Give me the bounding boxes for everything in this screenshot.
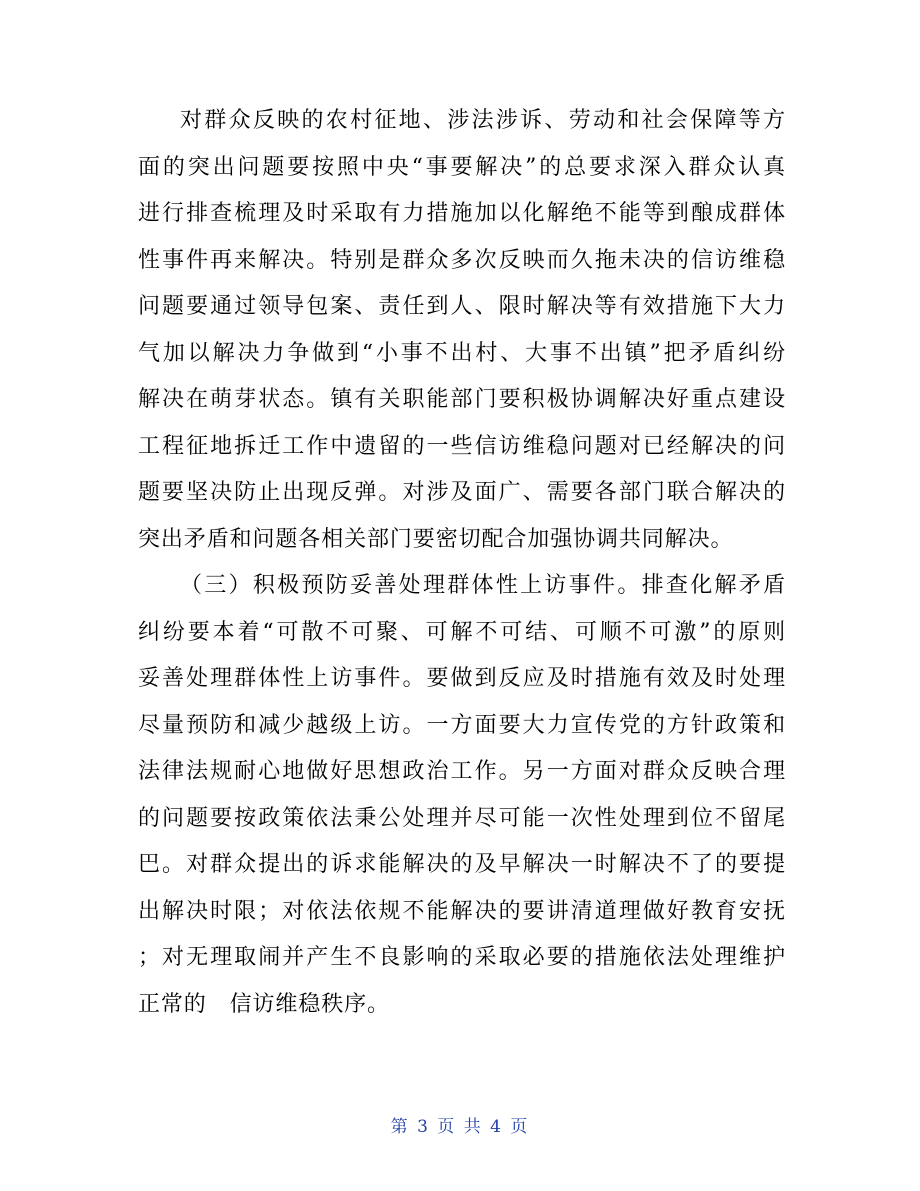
- paragraph-line: （三）积极预防妥善处理群体性上访事件。排查化解矛盾: [180, 573, 786, 598]
- paragraph-line: 进行排查梳理及时采取有力措施加以化解绝不能等到酿成群体: [138, 201, 786, 226]
- paragraph-line: 性事件再来解决。特别是群众多次反映而久拖未决的信访维稳: [138, 247, 786, 273]
- paragraph-line: 妥善处理群体性上访事件。要做到反应及时措施有效及时处理: [138, 666, 786, 691]
- paragraph-line: 题要坚决防止出现反弹。对涉及面广、需要各部门联合解决的: [138, 480, 786, 505]
- paragraph-line: 工程征地拆迁工作中遗留的一些信访维稳问题对已经解决的问: [138, 433, 786, 459]
- paragraph-line: 巴。对群众提出的诉求能解决的及早解决一时解决不了的要提: [138, 852, 786, 877]
- paragraph-line: 纠纷要本着“可散不可聚、可解不可结、可顺不可激”的原则: [138, 619, 786, 645]
- paragraph-line: 面的突出问题要按照中央“事要解决”的总要求深入群众认真: [138, 154, 786, 180]
- paragraph-line: 尽量预防和减少越级上访。一方面要大力宣传党的方针政策和: [138, 712, 786, 738]
- paragraph-1: [138, 98, 786, 563]
- document-body: [138, 98, 786, 1028]
- paragraph-line: 法律法规耐心地做好思想政治工作。另一方面对群众反映合理: [138, 759, 786, 784]
- paragraph-line: 问题要通过领导包案、责任到人、限时解决等有效措施下大力: [138, 294, 786, 319]
- paragraph-line: 的问题要按政策依法秉公处理并尽可能一次性处理到位不留尾: [138, 805, 786, 831]
- page-number-footer: 第 3 页 共 4 页: [390, 1117, 530, 1137]
- paragraph-line: 正常的 信访维稳秩序。: [138, 991, 390, 1017]
- paragraph-2: [138, 563, 786, 1028]
- paragraph-line: 对群众反映的农村征地、涉法涉诉、劳动和社会保障等方: [180, 108, 786, 133]
- paragraph-line: 解决在萌芽状态。镇有关职能部门要积极协调解决好重点建设: [138, 387, 786, 412]
- paragraph-line: ；对无理取闹并产生不良影响的采取必要的措施依法处理维护: [138, 945, 786, 970]
- paragraph-line: 出解决时限；对依法依规不能解决的要讲清道理做好教育安抚: [138, 898, 786, 924]
- paragraph-line: 突出矛盾和问题各相关部门要密切配合加强协调共同解决。: [138, 526, 734, 552]
- paragraph-line: 气加以解决力争做到“小事不出村、大事不出镇”把矛盾纠纷: [138, 340, 786, 366]
